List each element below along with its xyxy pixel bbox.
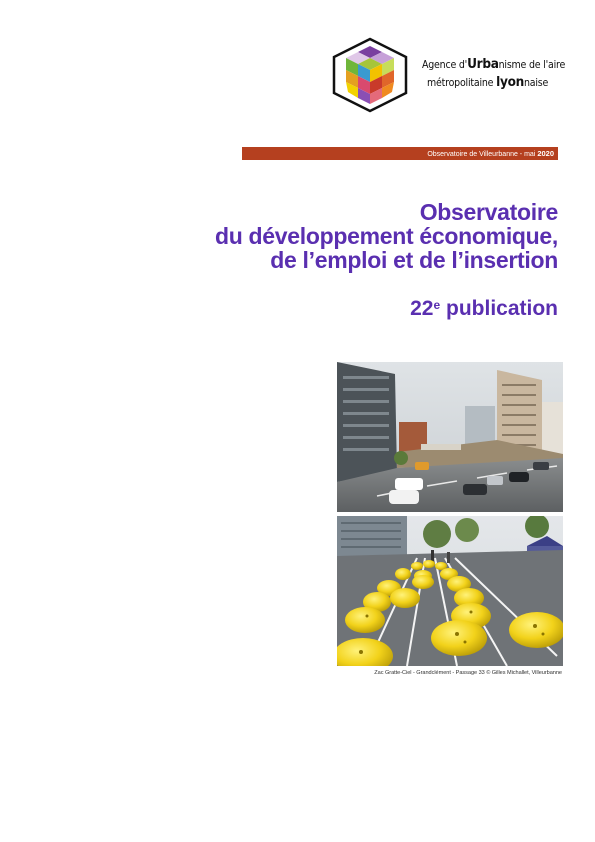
bollards-photo-illustration bbox=[337, 516, 563, 666]
agency-logo bbox=[330, 36, 570, 116]
title-line-3: de l’emploi et de l’insertion bbox=[270, 247, 558, 273]
photo-street-construction bbox=[337, 362, 563, 512]
publication-number: 22e publication bbox=[410, 297, 558, 320]
photo-yellow-bollards bbox=[337, 516, 563, 666]
title-line-1: Observatoire bbox=[419, 199, 558, 225]
band-year: 2020 bbox=[537, 149, 554, 158]
band-label: Observatoire de Villeurbanne - mai bbox=[427, 151, 538, 158]
logo-wordmark bbox=[422, 56, 572, 92]
header-band bbox=[242, 147, 558, 160]
logo-line-2: métropolitaine lyonnaise bbox=[427, 74, 549, 90]
title-line-2: du développement économique, bbox=[214, 223, 558, 249]
document-title bbox=[98, 200, 558, 272]
cube-logo-icon bbox=[330, 36, 410, 114]
street-photo-illustration bbox=[337, 362, 563, 512]
photo-caption: Zac Gratte-Ciel - Grandclément - Passage 33 © Gilles Michallet, Villeurbanne bbox=[374, 670, 562, 676]
logo-line-1: Agence d'Urbanisme de l'aire bbox=[422, 56, 566, 72]
